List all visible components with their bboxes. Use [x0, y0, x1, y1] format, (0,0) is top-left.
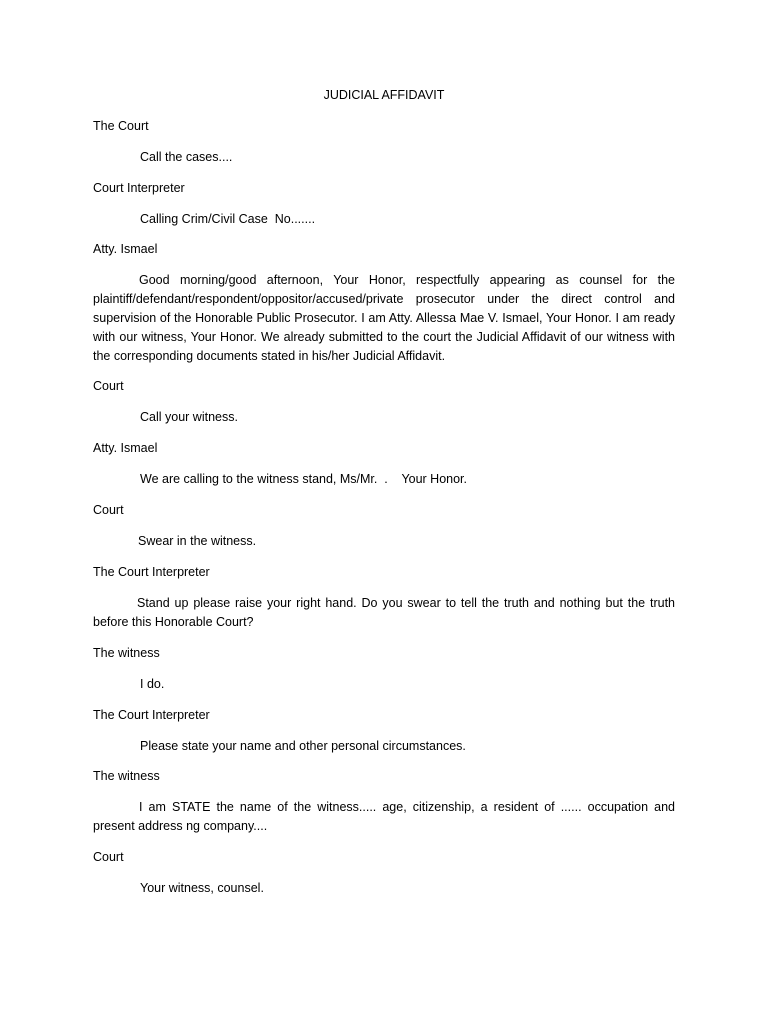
speaker-label: Court [93, 503, 124, 517]
dialogue-paragraph: I am STATE the name of the witness..... age, citizenship, a resident of ...... occupation and present address ng company.... [93, 800, 675, 833]
speaker-label: The Court [93, 119, 149, 133]
dialogue-text: Call your witness. [140, 410, 238, 424]
speaker-label: The witness [93, 646, 160, 660]
dialogue-text: I do. [140, 677, 165, 691]
dialogue-text: Please state your name and other personal circumstances. [140, 739, 466, 753]
speaker-label: The witness [93, 769, 160, 783]
dialogue-text: We are calling to the witness stand, Ms/Mr. . Your Honor. [140, 472, 468, 486]
speaker-label: Court Interpreter [93, 181, 185, 195]
dialogue-text: Swear in the witness. [138, 534, 257, 548]
speaker-label: Court [93, 850, 124, 864]
speaker-label: Atty. Ismael [93, 242, 158, 256]
document-title: JUDICIAL AFFIDAVIT [323, 88, 445, 102]
dialogue-text: Call the cases.... [140, 150, 233, 164]
dialogue-paragraph: Good morning/good afternoon, Your Honor, respectfully appearing as counsel for the plaintiff/defendant/respondent/oppositor/accused/private prosecutor under the direct control and supervision of the Honorable Public Prosecutor. I am Atty. Allessa Mae V. Ismael, Your Honor. I am ready with our witness, Your Honor. We already submitted to the court the Judicial Affidavit of our witness with the corresponding documents stated in his/her Judicial Affidavit. [93, 273, 675, 363]
speaker-label: The Court Interpreter [93, 565, 210, 579]
dialogue-paragraph: Stand up please raise your right hand. Do you swear to tell the truth and nothing but the truth before this Honorable Court? [93, 596, 675, 629]
dialogue-text: Calling Crim/Civil Case No....... [140, 212, 316, 226]
speaker-label: Court [93, 379, 124, 393]
speaker-label: Atty. Ismael [93, 441, 158, 455]
speaker-label: The Court Interpreter [93, 708, 210, 722]
dialogue-text: Your witness, counsel. [140, 881, 264, 895]
